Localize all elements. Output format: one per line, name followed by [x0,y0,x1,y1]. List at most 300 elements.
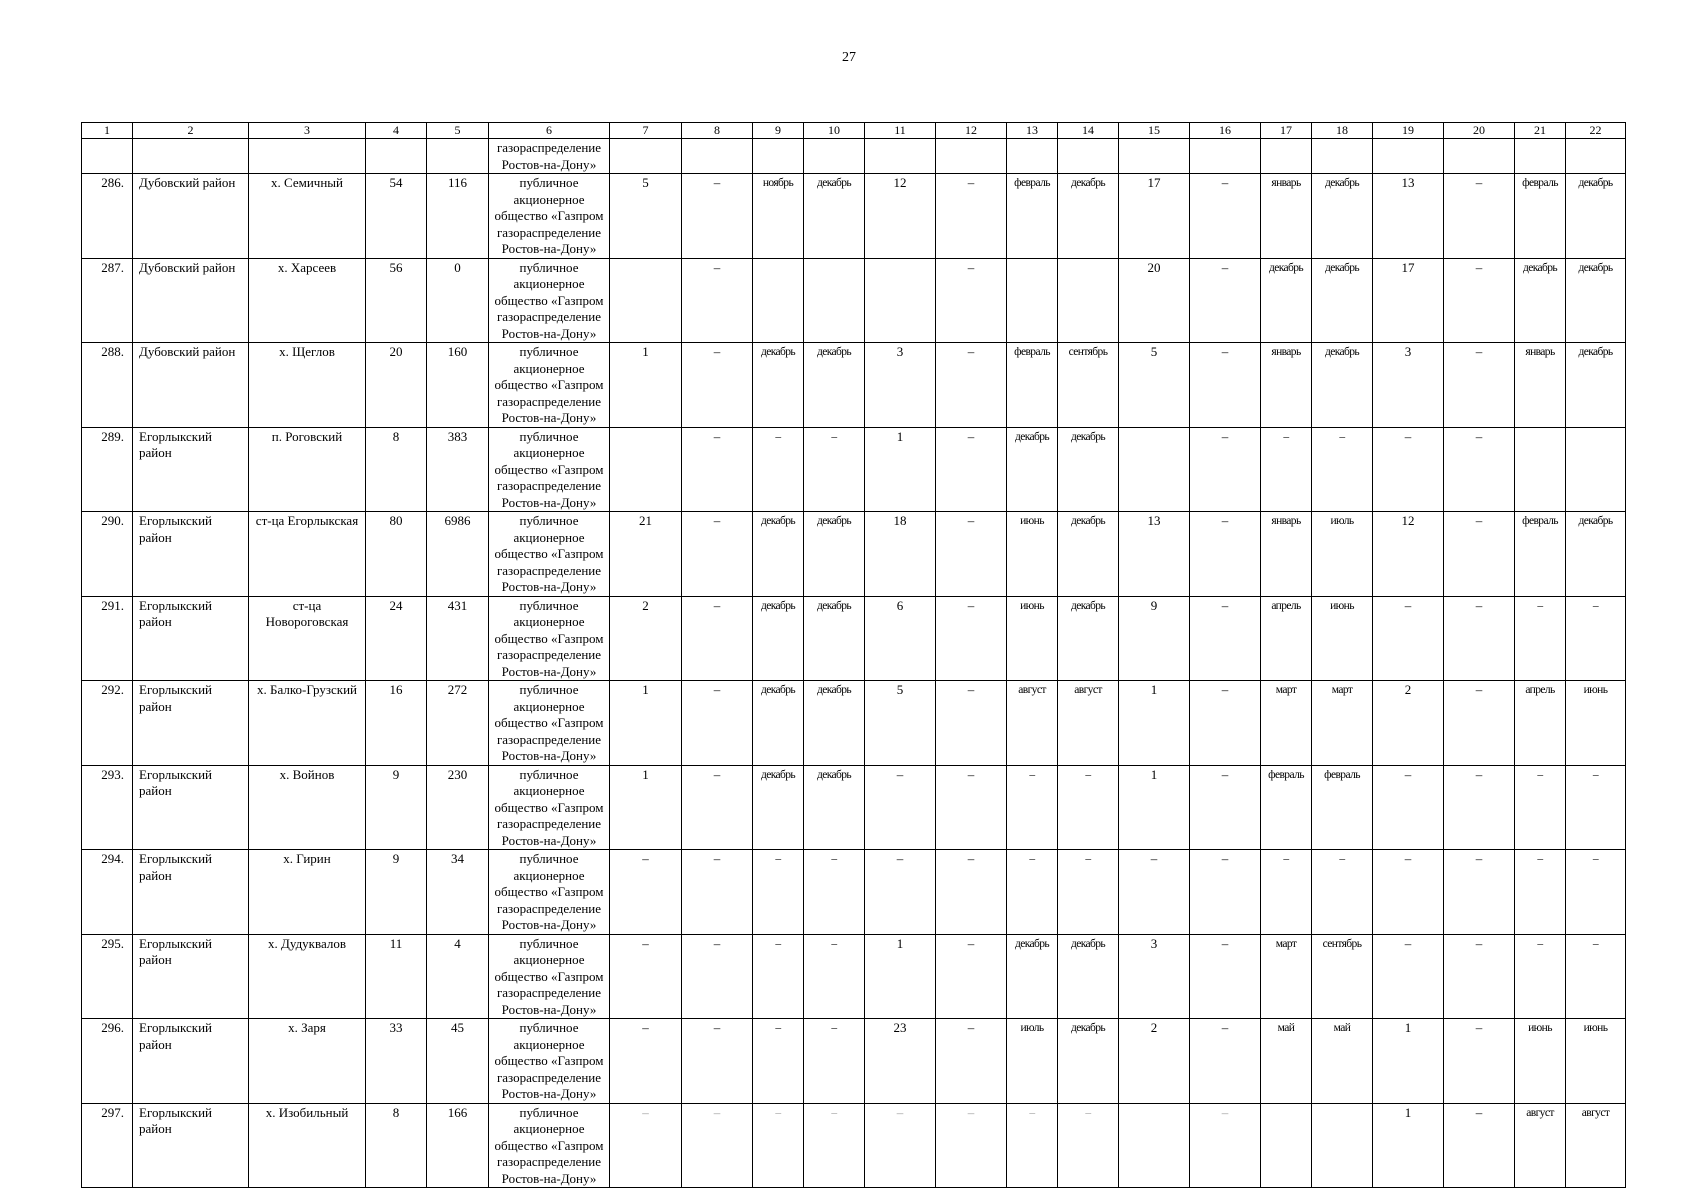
table-cell: публичное акционерное общество «Газпром газораспределение Ростов-на-Дону» [489,1103,610,1188]
table-cell: 288. [82,343,133,428]
table-cell: – [682,596,753,681]
table-cell: 1 [610,343,682,428]
table-cell: Дубовский район [133,258,249,343]
table-cell: 21 [610,512,682,597]
table-cell [1312,1103,1373,1188]
table-cell: – [936,427,1007,512]
table-cell: публичное акционерное общество «Газпром газораспределение Ростов-на-Дону» [489,174,610,259]
table-cell: – [1444,174,1515,259]
table-cell: – [1058,1103,1119,1188]
table-cell: 8 [366,1103,427,1188]
table-cell: – [1373,850,1444,935]
table-cell: – [1373,765,1444,850]
table-cell: – [804,1019,865,1104]
page-number: 27 [842,50,856,65]
table-cell: декабрь [804,681,865,766]
table-cell: февраль [1261,765,1312,850]
table-cell: х. Войнов [249,765,366,850]
table-cell: публичное акционерное общество «Газпром газораспределение Ростов-на-Дону» [489,681,610,766]
table-cell: – [1566,765,1626,850]
table-cell: 18 [865,512,936,597]
table-cell: 431 [427,596,489,681]
table-cell: Егорлыкский район [133,765,249,850]
table-cell: – [682,765,753,850]
table-cell: март [1261,681,1312,766]
table-cell: – [1444,765,1515,850]
table-cell [1119,427,1190,512]
table-cell: 166 [427,1103,489,1188]
table-cell: – [936,765,1007,850]
table-cell: апрель [1261,596,1312,681]
table-cell [1566,427,1626,512]
table-cell: – [936,681,1007,766]
table-cell: 295. [82,934,133,1019]
table-cell: январь [1261,174,1312,259]
table-cell: – [1190,1019,1261,1104]
table-cell: – [865,1103,936,1188]
table-cell: – [682,681,753,766]
table-cell: – [1566,934,1626,1019]
table-row [82,427,1626,512]
table-cell: – [682,1103,753,1188]
table-cell: – [1444,1103,1515,1188]
table-cell: 1 [1373,1019,1444,1104]
table-cell: – [753,427,804,512]
table-cell: 8 [366,427,427,512]
table-cell: 272 [427,681,489,766]
column-header: 9 [753,123,804,139]
table-cell [804,258,865,343]
table-cell: Егорлыкский район [133,512,249,597]
table-cell: декабрь [1058,596,1119,681]
table-cell: 2 [1373,681,1444,766]
table-cell: – [936,596,1007,681]
table-cell [82,139,133,174]
table-cell [366,139,427,174]
table-row [82,934,1626,1019]
table-cell: декабрь [753,765,804,850]
table-cell [610,258,682,343]
table-cell: – [610,1019,682,1104]
table-cell: 5 [1119,343,1190,428]
table-cell: – [936,850,1007,935]
table-cell: 12 [865,174,936,259]
table-cell: август [1007,681,1058,766]
table-cell: – [1190,512,1261,597]
table-cell: – [610,934,682,1019]
table-cell: 5 [610,174,682,259]
table-cell: – [1444,681,1515,766]
table-cell: 383 [427,427,489,512]
table-cell [1058,258,1119,343]
table-cell: ст-ца Егорлыкская [249,512,366,597]
header-row [82,123,1626,139]
table-cell: п. Роговский [249,427,366,512]
table-cell: апрель [1515,681,1566,766]
table-cell: Егорлыкский район [133,681,249,766]
table-cell [753,139,804,174]
table-cell [1515,427,1566,512]
table-cell: 297. [82,1103,133,1188]
table-cell: 33 [366,1019,427,1104]
table-cell: ноябрь [753,174,804,259]
table-cell: х. Щеглов [249,343,366,428]
table-cell: – [682,258,753,343]
table-cell: 9 [366,765,427,850]
table-cell: Егорлыкский район [133,596,249,681]
table-cell [1566,139,1626,174]
table-cell [1007,139,1058,174]
table-cell: – [936,343,1007,428]
table-cell: 9 [1119,596,1190,681]
table-cell: декабрь [1007,934,1058,1019]
table-cell [1190,139,1261,174]
table-cell: 9 [366,850,427,935]
table-cell: июнь [1566,1019,1626,1104]
column-header: 3 [249,123,366,139]
column-header: 1 [82,123,133,139]
table-cell: – [936,512,1007,597]
table-cell: – [1566,596,1626,681]
table-cell: декабрь [804,174,865,259]
table-cell: Егорлыкский район [133,934,249,1019]
table-cell: – [1058,765,1119,850]
table-cell: декабрь [1058,1019,1119,1104]
table-cell: март [1312,681,1373,766]
table-cell: – [1261,850,1312,935]
table-cell: декабрь [753,681,804,766]
table-cell: – [682,1019,753,1104]
table-cell: май [1261,1019,1312,1104]
table-cell: х. Балко-Грузский [249,681,366,766]
table-cell: – [1566,850,1626,935]
table-cell: 12 [1373,512,1444,597]
column-header: 12 [936,123,1007,139]
table-cell: декабрь [1058,934,1119,1019]
column-header: 21 [1515,123,1566,139]
table-cell: публичное акционерное общество «Газпром газораспределение Ростов-на-Дону» [489,343,610,428]
table-cell [1261,139,1312,174]
table-cell: декабрь [804,343,865,428]
table-cell: – [804,1103,865,1188]
table-cell: – [753,1103,804,1188]
table-cell: – [1373,596,1444,681]
table-cell: – [1444,850,1515,935]
table-cell: – [1007,850,1058,935]
table-cell: – [1261,427,1312,512]
table-cell: июнь [1515,1019,1566,1104]
table-cell: – [1190,343,1261,428]
column-header: 2 [133,123,249,139]
table-row [82,850,1626,935]
table-cell: – [1515,850,1566,935]
column-header: 20 [1444,123,1515,139]
table-cell: – [865,850,936,935]
table-cell: 289. [82,427,133,512]
table-body [82,123,1626,1188]
table-cell: июль [1312,512,1373,597]
table-cell: – [682,512,753,597]
table-cell: – [1190,850,1261,935]
table-cell: февраль [1007,343,1058,428]
column-header: 17 [1261,123,1312,139]
table-cell: декабрь [1058,427,1119,512]
table-cell: – [804,427,865,512]
table-cell: 296. [82,1019,133,1104]
table-cell: – [610,1103,682,1188]
table-cell: 4 [427,934,489,1019]
table-cell: декабрь [804,765,865,850]
table-cell: декабрь [1007,427,1058,512]
table-cell [936,139,1007,174]
table-cell: – [936,934,1007,1019]
table-cell: – [753,1019,804,1104]
table-cell: февраль [1515,174,1566,259]
table-cell: Егорлыкский район [133,1103,249,1188]
table-cell: 116 [427,174,489,259]
column-header: 13 [1007,123,1058,139]
column-header: 18 [1312,123,1373,139]
table-cell: – [682,850,753,935]
table-cell: 1 [1119,681,1190,766]
table-cell: – [682,427,753,512]
table-cell: 20 [366,343,427,428]
table-cell: 80 [366,512,427,597]
table-cell: публичное акционерное общество «Газпром газораспределение Ростов-на-Дону» [489,258,610,343]
table-cell: х. Изобильный [249,1103,366,1188]
table-cell [1261,1103,1312,1188]
column-header: 10 [804,123,865,139]
table-cell: август [1566,1103,1626,1188]
table-cell: 3 [1119,934,1190,1019]
table-cell: – [1444,512,1515,597]
table-cell: декабрь [1058,174,1119,259]
table-cell: – [936,174,1007,259]
table-cell: – [1444,1019,1515,1104]
table-cell: 287. [82,258,133,343]
table-cell: – [936,258,1007,343]
table-cell: – [936,1103,1007,1188]
column-header: 15 [1119,123,1190,139]
table-cell: декабрь [1058,512,1119,597]
table-cell: – [1190,681,1261,766]
table-cell: 290. [82,512,133,597]
table-cell: декабрь [1312,174,1373,259]
table-row [82,596,1626,681]
table-cell: июнь [1566,681,1626,766]
table-cell: декабрь [1566,512,1626,597]
table-cell: 1 [610,765,682,850]
table-cell: публичное акционерное общество «Газпром газораспределение Ростов-на-Дону» [489,850,610,935]
table-cell: х. Харсеев [249,258,366,343]
table-cell: декабрь [1566,258,1626,343]
table-cell: 13 [1119,512,1190,597]
table-cell: – [804,934,865,1019]
table-cell: 3 [865,343,936,428]
table-cell: 6986 [427,512,489,597]
table-cell: – [1190,765,1261,850]
table-cell: х. Семичный [249,174,366,259]
table-cell: публичное акционерное общество «Газпром газораспределение Ростов-на-Дону» [489,512,610,597]
table-cell [610,139,682,174]
table-cell: 2 [610,596,682,681]
table-cell: 294. [82,850,133,935]
table-cell: декабрь [1312,258,1373,343]
table-cell: – [1058,850,1119,935]
table-cell: х. Заря [249,1019,366,1104]
table-cell: сентябрь [1058,343,1119,428]
table-cell: 54 [366,174,427,259]
table-cell: 1 [1119,765,1190,850]
table-cell: декабрь [804,596,865,681]
table-cell [682,139,753,174]
table-cell: публичное акционерное общество «Газпром газораспределение Ростов-на-Дону» [489,596,610,681]
table-cell: 1 [865,427,936,512]
table-cell: – [1312,427,1373,512]
table-cell: февраль [1007,174,1058,259]
table-cell: Дубовский район [133,174,249,259]
table-cell: декабрь [804,512,865,597]
column-header: 4 [366,123,427,139]
table-cell: – [1444,343,1515,428]
table-cell: – [1007,1103,1058,1188]
table-cell: 17 [1373,258,1444,343]
table-cell: июнь [1007,512,1058,597]
table-cell: июнь [1007,596,1058,681]
table-cell: 230 [427,765,489,850]
table-cell: январь [1261,512,1312,597]
table-cell: 160 [427,343,489,428]
table-cell: публичное акционерное общество «Газпром газораспределение Ростов-на-Дону» [489,765,610,850]
table-cell: 293. [82,765,133,850]
table-cell: 292. [82,681,133,766]
table-cell: август [1058,681,1119,766]
table-cell: – [1190,934,1261,1019]
table-cell: – [1515,934,1566,1019]
table-cell: 20 [1119,258,1190,343]
table-row [82,343,1626,428]
table-cell: июнь [1312,596,1373,681]
table-cell: 13 [1373,174,1444,259]
table-cell [865,139,936,174]
table-cell: декабрь [1566,343,1626,428]
column-header: 8 [682,123,753,139]
table-cell: – [682,343,753,428]
table-cell: Дубовский район [133,343,249,428]
table-cell: 2 [1119,1019,1190,1104]
table-cell: – [1373,427,1444,512]
table-cell: – [1444,596,1515,681]
table-cell [249,139,366,174]
table-cell: июль [1007,1019,1058,1104]
table-cell: 291. [82,596,133,681]
column-header: 5 [427,123,489,139]
table-cell [1007,258,1058,343]
table-cell: – [1312,850,1373,935]
column-header: 22 [1566,123,1626,139]
table-cell [1515,139,1566,174]
table-cell: декабрь [753,343,804,428]
table-cell: – [1444,934,1515,1019]
table-cell: декабрь [1312,343,1373,428]
table-cell: публичное акционерное общество «Газпром газораспределение Ростов-на-Дону» [489,427,610,512]
table-cell: 56 [366,258,427,343]
table-cell [133,139,249,174]
table-cell: январь [1261,343,1312,428]
continuation-row [82,139,1626,174]
table-cell [1058,139,1119,174]
table-cell: – [610,850,682,935]
table-row [82,1019,1626,1104]
table-cell: 16 [366,681,427,766]
table-cell: 1 [1373,1103,1444,1188]
table-cell: декабрь [1261,258,1312,343]
table-row [82,681,1626,766]
table-cell: декабрь [753,596,804,681]
table-cell: – [682,174,753,259]
table-cell: Егорлыкский район [133,427,249,512]
column-header: 19 [1373,123,1444,139]
table-cell: Егорлыкский район [133,1019,249,1104]
table-cell: Егорлыкский район [133,850,249,935]
table-cell: январь [1515,343,1566,428]
table-row [82,765,1626,850]
table-cell: – [682,934,753,1019]
table-cell: 34 [427,850,489,935]
table-cell: х. Гирин [249,850,366,935]
table-cell [804,139,865,174]
table-cell: ст-ца Новороговская [249,596,366,681]
table-cell [865,258,936,343]
table-cell: – [1190,174,1261,259]
table-cell [1119,1103,1190,1188]
table-cell: март [1261,934,1312,1019]
table-cell: – [1515,765,1566,850]
table-cell [753,258,804,343]
table-cell: 11 [366,934,427,1019]
table-cell [1373,139,1444,174]
table-cell: – [1190,1103,1261,1188]
table-row [82,1103,1626,1188]
table-cell: сентябрь [1312,934,1373,1019]
table-cell: 3 [1373,343,1444,428]
table-cell: 17 [1119,174,1190,259]
table-cell: 286. [82,174,133,259]
table-cell: декабрь [753,512,804,597]
table-cell [1119,139,1190,174]
column-header: 6 [489,123,610,139]
table-cell: – [753,934,804,1019]
table-cell: – [865,765,936,850]
table-cell: 45 [427,1019,489,1104]
table-cell: публичное акционерное общество «Газпром газораспределение Ростов-на-Дону» [489,1019,610,1104]
table-cell: – [804,850,865,935]
table-cell: – [1444,427,1515,512]
table-cell: – [1190,596,1261,681]
column-header: 16 [1190,123,1261,139]
table-cell: – [936,1019,1007,1104]
table-cell: – [753,850,804,935]
table-row [82,512,1626,597]
table-cell: 23 [865,1019,936,1104]
data-table [81,122,1626,1188]
table-row [82,174,1626,259]
table-cell [1312,139,1373,174]
table-cell: – [1444,258,1515,343]
table-cell: май [1312,1019,1373,1104]
table-cell: – [1190,258,1261,343]
table-cell [1444,139,1515,174]
